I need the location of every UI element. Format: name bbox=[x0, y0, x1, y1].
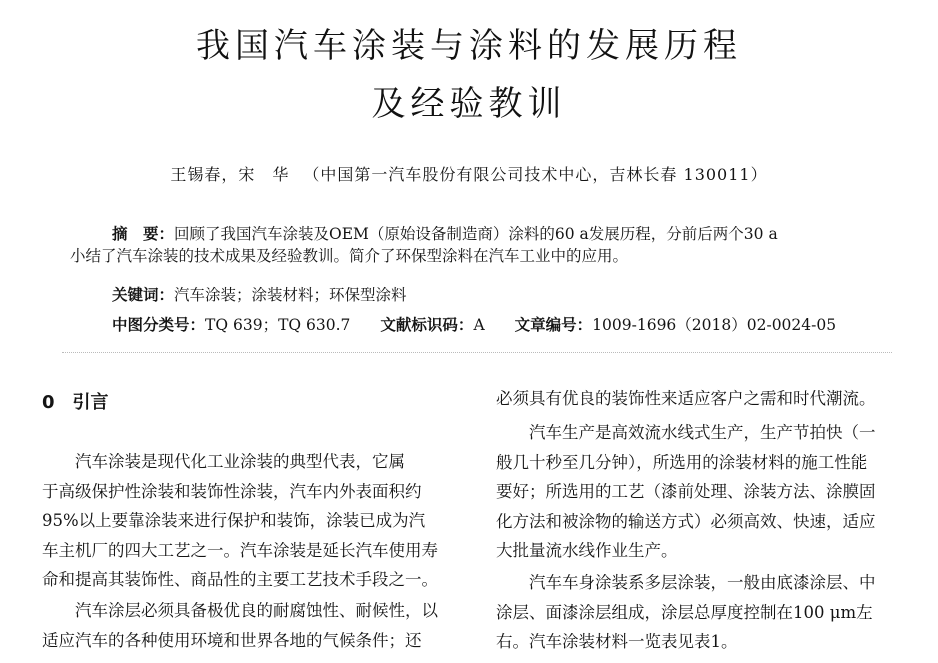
text-line: 于高级保护性涂装和装饰性涂装，汽车内外表面积约 bbox=[42, 481, 422, 501]
text-line: 车主机厂的四大工艺之一。汽车涂装是延长汽车使用寿 bbox=[42, 540, 438, 560]
clc-value: TQ 639；TQ 630.7 bbox=[205, 316, 351, 334]
keywords-label: 关键词： bbox=[112, 286, 175, 304]
text-line: 汽车车身涂装系多层涂装，一般由底漆涂层、中 bbox=[529, 573, 876, 592]
text-line: 要好；所选用的工艺（漆前处理、涂装方法、涂膜固 bbox=[496, 482, 876, 501]
section-number: 0 bbox=[42, 392, 55, 413]
text-line: 涂层、面漆涂层组成，涂层总厚度控制在100 μm左 bbox=[496, 602, 873, 622]
section-title: 引言 bbox=[72, 392, 109, 413]
abstract bbox=[70, 223, 888, 267]
author-line bbox=[0, 162, 938, 185]
classification-line bbox=[70, 314, 930, 336]
right-paragraph-1 bbox=[496, 418, 876, 566]
article-number-value: 1009-1696（2018）02-0024-05 bbox=[592, 316, 837, 334]
keywords-text: 汽车涂装；涂装材料；环保型涂料 bbox=[174, 286, 407, 304]
right-paragraph-2 bbox=[496, 568, 876, 657]
clc-label: 中图分类号： bbox=[112, 316, 206, 334]
author-affiliation: （中国第一汽车股份有限公司技术中心，吉林长春 130011） bbox=[303, 165, 768, 184]
doc-code-label: 文献标识码： bbox=[380, 316, 474, 334]
abstract-line-2: 小结了汽车涂装的技术成果及经验教训。简介了环保型涂料在汽车工业中的应用。 bbox=[70, 247, 629, 265]
author-names: 王锡春，宋 华 bbox=[170, 165, 290, 184]
abstract-line-1 bbox=[70, 223, 888, 245]
text-line: 汽车涂装是现代化工业涂装的典型代表，它属 bbox=[75, 452, 405, 471]
text-line: 右。汽车涂装材料一览表见表1。 bbox=[496, 632, 738, 651]
paper-title-line2: 及经验教训 bbox=[371, 84, 567, 124]
left-paragraph-2 bbox=[42, 596, 438, 655]
paper-title-line1: 我国汽车涂装与涂料的发展历程 bbox=[196, 26, 742, 66]
text-line: 汽车涂层必须具备极优良的耐腐蚀性、耐候性，以 bbox=[75, 601, 438, 620]
text-line: 汽车生产是高效流水线式生产，生产节拍快（一 bbox=[529, 423, 876, 442]
left-paragraph-1 bbox=[42, 447, 438, 595]
section-heading bbox=[42, 388, 109, 414]
article-number-label: 文章编号： bbox=[514, 316, 593, 334]
header-divider bbox=[62, 352, 892, 353]
text-line: 95%以上要靠涂装来进行保护和装饰，涂装已成为汽 bbox=[42, 511, 426, 530]
text-line: 大批量流水线作业生产。 bbox=[496, 541, 678, 560]
abstract-text-1: 回顾了我国汽车涂装及OEM（原始设备制造商）涂料的60 a发展历程，分前后两个30 a bbox=[174, 225, 778, 243]
text-line: 适应汽车的各种使用环境和世界各地的气候条件；还 bbox=[42, 630, 422, 650]
doc-code-value: A bbox=[473, 316, 485, 334]
keywords bbox=[70, 284, 930, 306]
text-line: 必须具有优良的装饰性来适应客户之需和时代潮流。 bbox=[496, 389, 876, 408]
text-line: 化方法和被涂物的输送方式）必须高效、快速，适应 bbox=[496, 511, 876, 531]
abstract-label: 摘 要： bbox=[112, 225, 175, 243]
right-paragraph-0 bbox=[496, 384, 876, 414]
text-line: 命和提高其装饰性、商品性的主要工艺技术手段之一。 bbox=[42, 570, 438, 589]
text-line: 般几十秒至几分钟），所选用的涂装材料的施工性能 bbox=[496, 452, 868, 472]
